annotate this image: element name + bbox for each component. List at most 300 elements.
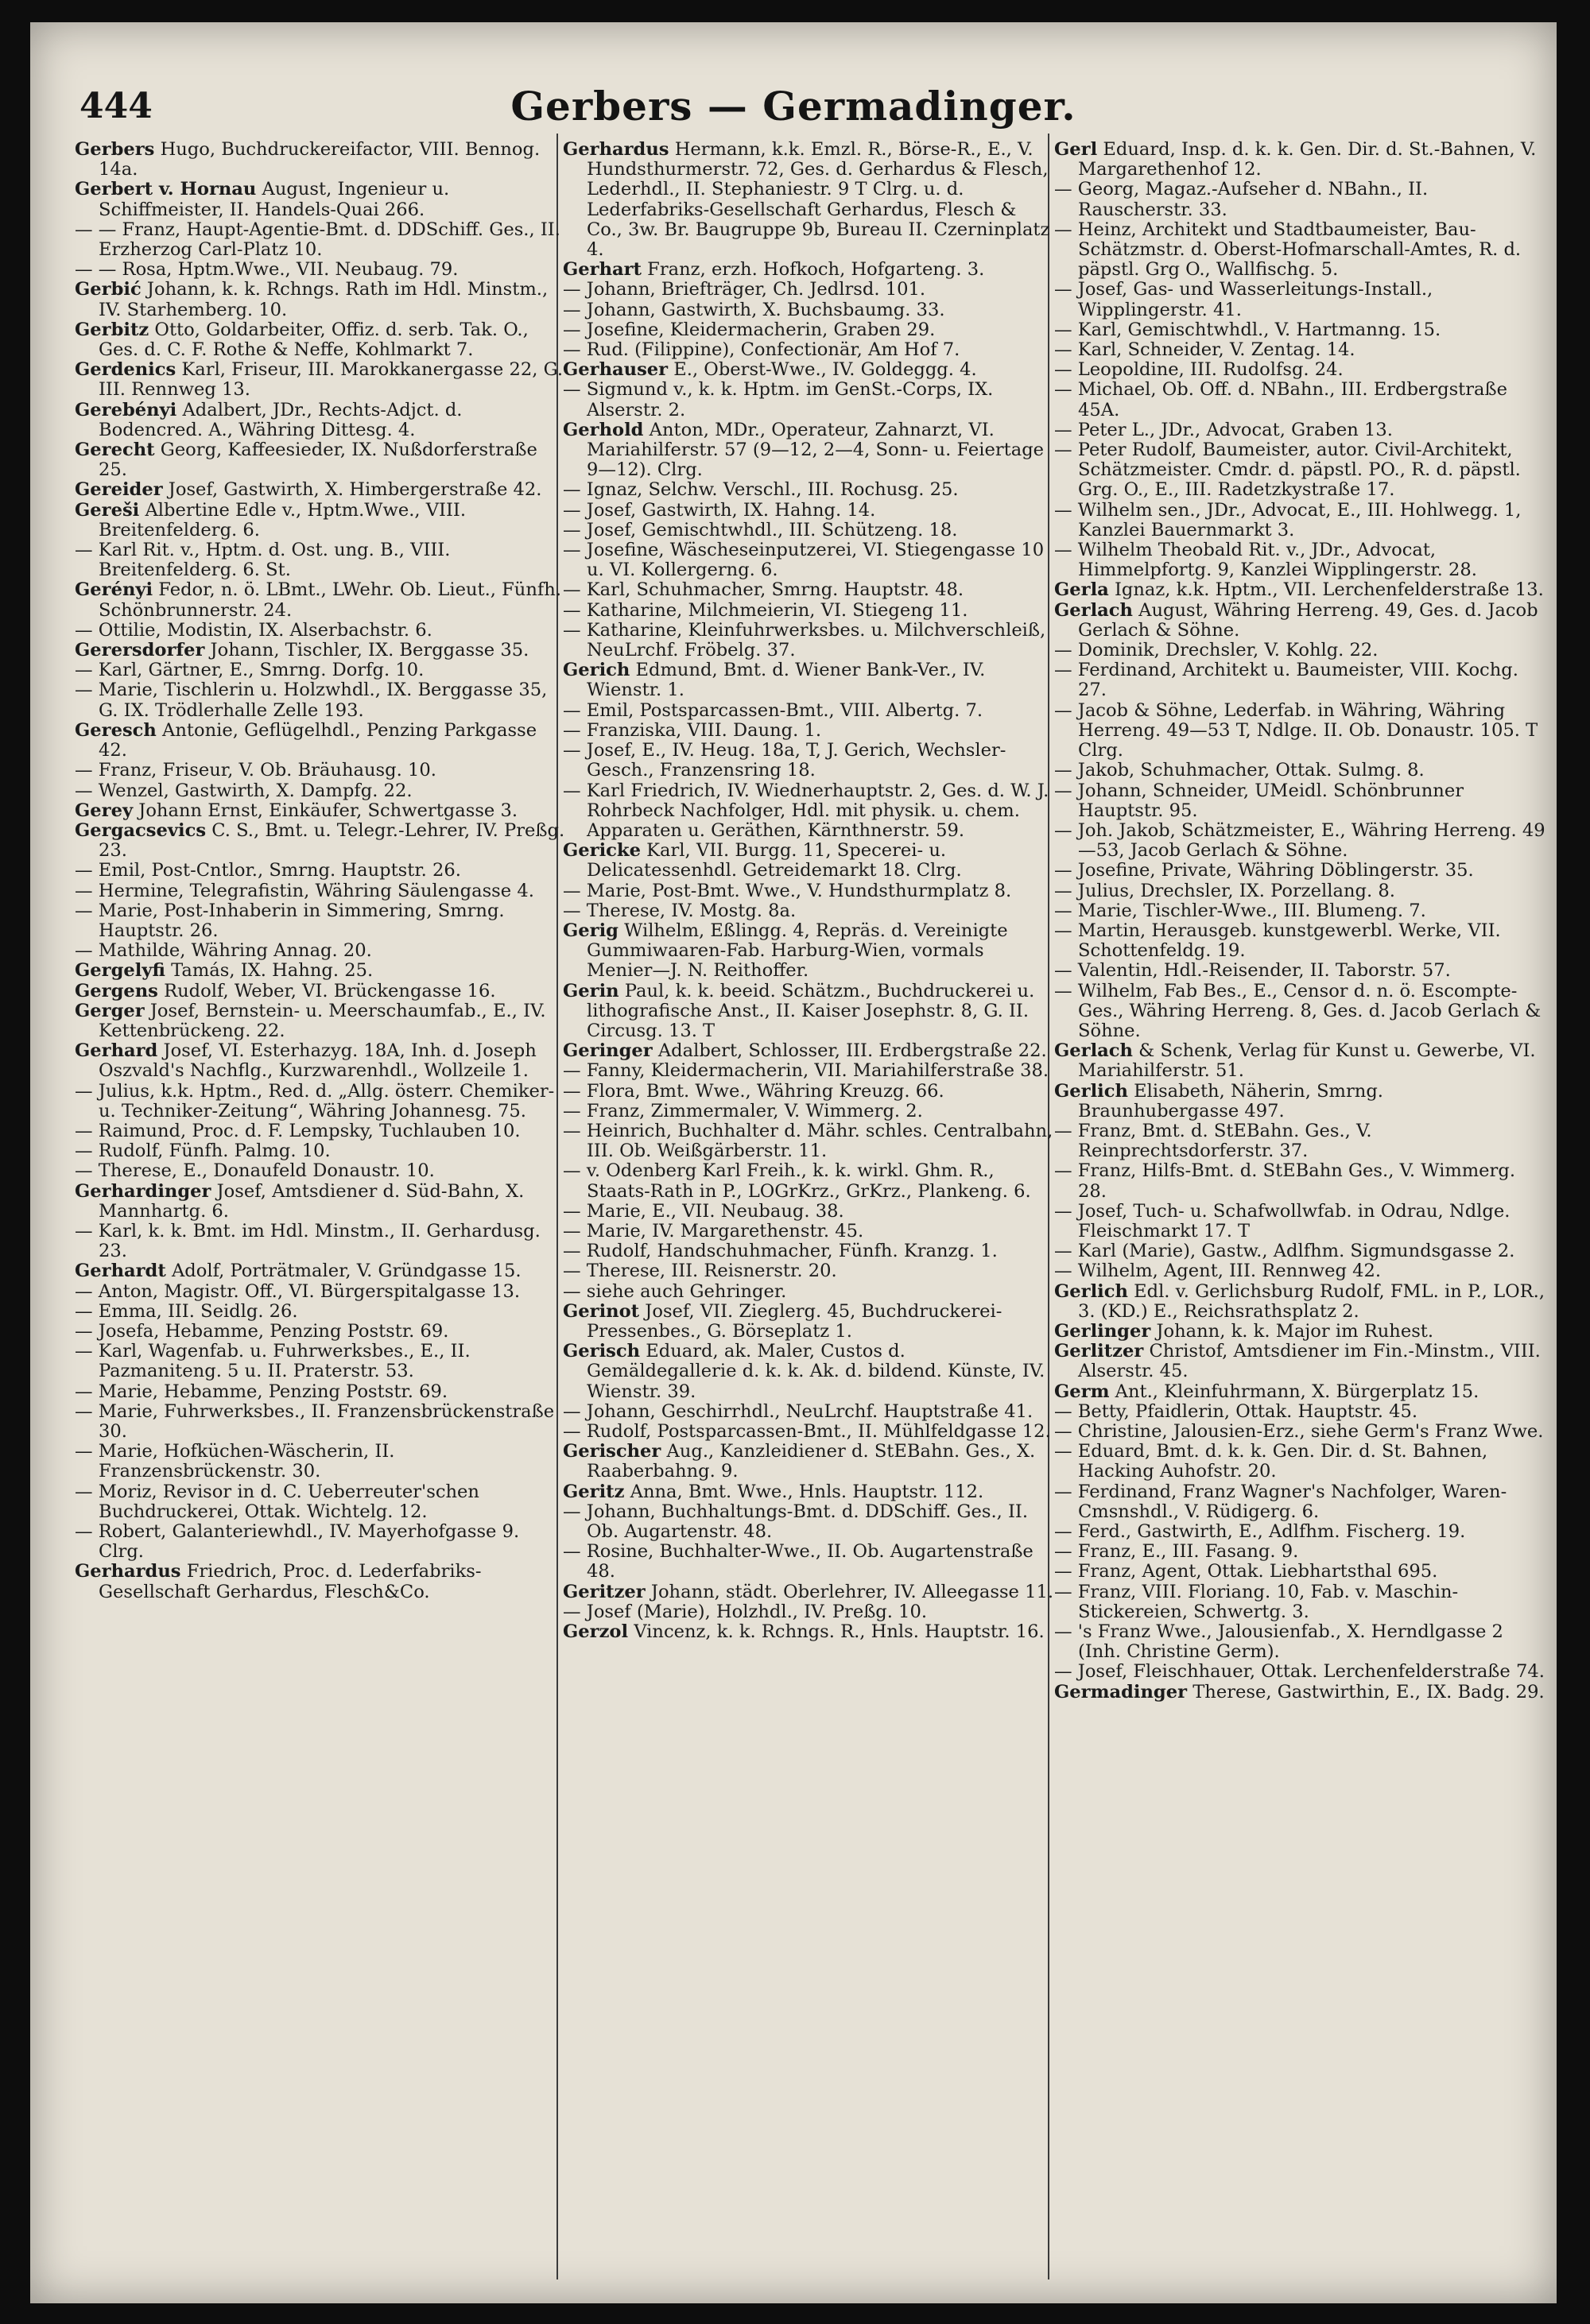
entry-details: — Sigmund v., k. k. Hptm. im GenSt.-Corps, IX. Alserstr. 2. — [563, 379, 994, 420]
entry-details: & Schenk, Verlag für Kunst u. Gewerbe, VI. Mariahilferstr. 51. — [1078, 1040, 1536, 1082]
entry-details: Albertine Edle v., Hptm.Wwe., VIII. Breitenfelderg. 6. — [99, 499, 467, 540]
entry-details: — Karl, Schuhmacher, Smrng. Hauptstr. 48. — [563, 579, 964, 601]
entry-details: Johann, städt. Oberlehrer, IV. Alleegasse 11. — [650, 1581, 1054, 1602]
entry-details: Vincenz, k. k. Rchngs. R., Hnls. Hauptstr. 16. — [634, 1621, 1045, 1643]
directory-entry — [1054, 1622, 1545, 1662]
directory-entry — [75, 1161, 566, 1181]
entry-details: — Therese, IV. Mostg. 8a. — [563, 900, 797, 921]
directory-entry — [563, 420, 1054, 481]
directory-entry — [1054, 701, 1545, 761]
directory-entry — [563, 1241, 1054, 1261]
directory-entry — [563, 1102, 1054, 1121]
entry-details: — Josef, E., IV. Heug. 18a, T, J. Gerich, Wechsler-Gesch., Franzensring 18. — [563, 740, 1006, 781]
directory-entry — [563, 1282, 1054, 1302]
directory-entry — [1054, 921, 1545, 961]
directory-entry — [1054, 580, 1545, 600]
entry-surname: Gerin — [563, 980, 619, 1001]
directory-entry — [75, 140, 566, 180]
entry-surname: Geringer — [563, 1040, 653, 1062]
entry-details: Hugo, Buchdruckereifactor, VIII. Bennog. 14a. — [99, 139, 541, 180]
entry-details: Tamás, IX. Hahng. 25. — [171, 960, 374, 982]
directory-entry — [563, 501, 1054, 521]
directory-entry — [563, 1121, 1054, 1161]
entry-details: Josef, VII. Zieglerg. 45, Buchdruckerei-Pressenbes., G. Börseplatz 1. — [587, 1300, 1002, 1342]
directory-entry — [1054, 1542, 1545, 1562]
entry-surname: Gerlach — [1054, 599, 1133, 621]
entry-details: — Therese, III. Reisnerstr. 20. — [563, 1261, 837, 1282]
entry-surname: Gereider — [75, 479, 163, 501]
entry-details: — Franz, Agent, Ottak. Liebhartsthal 695. — [1054, 1561, 1438, 1582]
entry-details: — Johann, Briefträger, Ch. Jedlrsd. 101. — [563, 279, 926, 300]
entry-surname: Gerlach — [1054, 1040, 1133, 1062]
entry-details: — Ignaz, Selchw. Verschl., III. Rochusg. 25. — [563, 479, 959, 501]
entry-details: — Eduard, Bmt. d. k. k. Gen. Dir. d. St. Bahnen, Hacking Auhofstr. 20. — [1054, 1441, 1488, 1482]
entry-surname: Gerlitzer — [1054, 1341, 1144, 1362]
directory-entry — [1054, 420, 1545, 440]
entry-surname: Gerbert v. Hornau — [75, 179, 257, 200]
directory-entry — [75, 1222, 566, 1261]
entry-details: Anton, MDr., Operateur, Zahnarzt, VI. Mariahilferstr. 57 (9—12, 2—4, Sonn- u. Feiertage 9—12). Clrg. — [587, 419, 1045, 481]
entry-details: Josef, Gastwirth, X. Himbergerstraße 42. — [168, 479, 542, 501]
directory-entry — [563, 921, 1054, 982]
entry-details: — Wenzel, Gastwirth, X. Dampfg. 22. — [75, 780, 413, 801]
directory-entry — [1054, 660, 1545, 700]
directory-entry — [563, 781, 1054, 842]
column-1 — [75, 140, 566, 1602]
directory-entry — [1054, 1522, 1545, 1542]
directory-entry — [1054, 901, 1545, 921]
entry-details: — Josefine, Private, Währing Döblingerstr. 35. — [1054, 860, 1474, 881]
directory-entry — [1054, 1683, 1545, 1702]
entry-details: — Franz, Bmt. d. StEBahn. Ges., V. Reinprechtsdorferstr. 37. — [1054, 1120, 1372, 1162]
directory-entry — [75, 761, 566, 780]
directory-entry — [563, 360, 1054, 380]
entry-details: — Julius, Drechsler, IX. Porzellang. 8. — [1054, 880, 1395, 901]
directory-entry — [75, 220, 566, 260]
directory-entry — [75, 1382, 566, 1402]
directory-entry — [563, 901, 1054, 921]
entry-details: — Wilhelm, Fab Bes., E., Censor d. n. ö. Escompte-Ges., Währing Herreng. 8, Ges. d. Jacob Gerlach & Söhne. — [1054, 980, 1542, 1041]
entry-details: — siehe auch Gehringer. — [563, 1280, 787, 1302]
entry-details: — Josef, Gas- und Wasserleitungs-Install., Wipplingerstr. 41. — [1054, 279, 1433, 320]
entry-details: — Katharine, Milchmeierin, VI. Stiegeng 11. — [563, 599, 968, 621]
entry-details: — Karl Rit. v., Hptm. d. Ost. ung. B., VIII. Breitenfelderg. 6. St. — [75, 540, 451, 581]
directory-entry — [563, 380, 1054, 420]
entry-details: Antonie, Geflügelhdl., Penzing Parkgasse 42. — [99, 719, 537, 761]
entry-details: — Karl, Gemischtwhdl., V. Hartmanng. 15. — [1054, 319, 1441, 340]
entry-details: — Rudolf, Postsparcassen-Bmt., II. Mühlfeldgasse 12. — [563, 1421, 1051, 1442]
entry-details: — Josef, Gastwirth, IX. Hahng. 14. — [563, 499, 876, 521]
directory-entry — [1054, 1202, 1545, 1241]
directory-entry — [75, 280, 566, 320]
entry-surname: Gerhart — [563, 259, 642, 281]
directory-entry — [563, 701, 1054, 721]
directory-entry — [1054, 1161, 1545, 1201]
directory-entry — [563, 521, 1054, 540]
entry-details: — Martin, Herausgeb. kunstgewerbl. Werke, VII. Schottenfeldg. 19. — [1054, 920, 1501, 962]
entry-details: — Robert, Galanteriewhdl., IV. Mayerhofgasse 9. Clrg. — [75, 1521, 520, 1563]
directory-entry — [75, 1522, 566, 1562]
directory-entry — [1054, 761, 1545, 780]
directory-entry — [75, 180, 566, 219]
entry-details: Johann, k. k. Rchngs. Rath im Hdl. Minstm., IV. Starhemberg. 10. — [99, 279, 549, 320]
directory-entry — [563, 1342, 1054, 1402]
entry-details: — Franziska, VIII. Daung. 1. — [563, 719, 822, 741]
entry-details: Eduard, Insp. d. k. k. Gen. Dir. d. St.-Bahnen, V. Margarethenhof 12. — [1078, 139, 1537, 180]
directory-entry — [563, 1261, 1054, 1281]
directory-entry — [563, 140, 1054, 260]
entry-surname: Gergelyfi — [75, 960, 165, 982]
entry-details: Josef, Amtsdiener d. Süd-Bahn, X. Mannhartg. 6. — [99, 1180, 525, 1222]
entry-details: — Marie, Post-Inhaberin in Simmering, Smrng. Hauptstr. 26. — [75, 900, 505, 941]
directory-entry — [563, 480, 1054, 500]
directory-entry — [1054, 1041, 1545, 1081]
directory-entry — [563, 982, 1054, 1042]
entry-details: — Betty, Pfaidlerin, Ottak. Hauptstr. 45. — [1054, 1400, 1418, 1422]
directory-entry — [1054, 641, 1545, 660]
entry-details: — Therese, E., Donaufeld Donaustr. 10. — [75, 1160, 435, 1182]
directory-entry — [75, 401, 566, 440]
entry-details: — Franz, Zimmermaler, V. Wimmerg. 2. — [563, 1100, 923, 1121]
directory-entry — [563, 280, 1054, 300]
entry-details: August, Ingenieur u. Schiffmeister, II. Handels-Quai 266. — [99, 179, 450, 220]
entry-surname: Gerhardus — [563, 139, 669, 160]
directory-entry — [1054, 781, 1545, 821]
entry-details: — Rudolf, Fünfh. Palmg. 10. — [75, 1141, 331, 1162]
entry-details: — Anton, Magistr. Off., VI. Bürgerspitalgasse 13. — [75, 1280, 521, 1302]
directory-entry — [563, 621, 1054, 660]
directory-entry — [1054, 961, 1545, 981]
entry-details: — Peter L., JDr., Advocat, Graben 13. — [1054, 419, 1393, 440]
entry-surname: Gerlich — [1054, 1280, 1128, 1302]
entry-details: — Valentin, Hdl.-Reisender, II. Taborstr. 57. — [1054, 960, 1451, 982]
entry-surname: Gerebényi — [75, 399, 177, 420]
entry-details: — Peter Rudolf, Baumeister, autor. Civil-Architekt, Schätzmeister. Cmdr. d. päpstl. PO., R. d. päpstl. Grg. O., E., III. Radetzkystraße 17. — [1054, 440, 1521, 501]
entry-surname: Gerecht — [75, 440, 155, 461]
entry-details: Paul, k. k. beeid. Schätzm., Buchdruckerei u. lithografische Anst., II. Kaiser Josephstr. 8, G. II. Circusg. 13. T — [587, 980, 1035, 1041]
directory-entry — [1054, 320, 1545, 340]
directory-entry — [75, 480, 566, 500]
entry-details: Eduard, ak. Maler, Custos d. Gemäldegallerie d. k. k. Ak. d. bildend. Künste, IV. Wienstr. 39. — [587, 1341, 1045, 1402]
directory-entry — [75, 1482, 566, 1522]
directory-entry — [75, 1001, 566, 1041]
directory-entry — [75, 1442, 566, 1482]
entry-details: Friedrich, Proc. d. Lederfabriks-Gesellschaft Gerhardus, Flesch&Co. — [99, 1561, 482, 1602]
entry-details: — Johann, Schneider, UMeidl. Schönbrunner Hauptstr. 95. — [1054, 780, 1464, 821]
directory-entry — [1054, 1442, 1545, 1482]
entry-surname: Gerhard — [75, 1040, 158, 1062]
entry-surname: Geritz — [563, 1481, 625, 1502]
entry-details: — Marie, Fuhrwerksbes., II. Franzensbrückenstraße 30. — [75, 1400, 555, 1442]
directory-entry — [75, 881, 566, 901]
directory-entry — [75, 1342, 566, 1381]
entry-surname: Gerlich — [1054, 1080, 1128, 1102]
entry-details: — Marie, Hofküchen-Wäscherin, II. Franzensbrückenstr. 30. — [75, 1441, 395, 1482]
directory-entry — [75, 1282, 566, 1302]
entry-surname: Gerinot — [563, 1300, 640, 1322]
column-3 — [1054, 140, 1545, 1702]
directory-entry — [563, 841, 1054, 881]
directory-entry — [75, 641, 566, 660]
entry-surname: Gerényi — [75, 579, 153, 601]
directory-entry — [75, 982, 566, 1001]
directory-entry — [563, 741, 1054, 780]
entry-details: — Josef, Fleischhauer, Ottak. Lerchenfelderstraße 74. — [1054, 1661, 1545, 1683]
entry-details: Johann, k. k. Major im Ruhest. — [1156, 1320, 1434, 1342]
directory-entry — [1054, 1422, 1545, 1442]
entry-details: Otto, Goldarbeiter, Offiz. d. serb. Tak. O., Ges. d. C. F. Rothe & Neffe, Kohlmarkt 7. — [99, 319, 529, 361]
directory-entry — [563, 540, 1054, 580]
entry-surname: Gerbers — [75, 139, 155, 160]
directory-entry — [1054, 1342, 1545, 1381]
directory-entry — [75, 941, 566, 961]
directory-entry — [563, 580, 1054, 600]
directory-entry — [563, 1442, 1054, 1482]
entry-details: — Johann, Buchhaltungs-Bmt. d. DDSchiff. Ges., II. Ob. Augartenstr. 48. — [563, 1501, 1029, 1543]
directory-entry — [75, 540, 566, 580]
directory-entry — [563, 1302, 1054, 1342]
directory-entry — [1054, 380, 1545, 420]
directory-entry — [563, 721, 1054, 741]
directory-entry — [1054, 1082, 1545, 1121]
entry-surname: Gerbitz — [75, 319, 149, 340]
entry-details: Rudolf, Weber, VI. Brückengasse 16. — [164, 980, 496, 1001]
entry-details: Edmund, Bmt. d. Wiener Bank-Ver., IV. Wienstr. 1. — [587, 660, 986, 701]
entry-surname: Gerhardus — [75, 1561, 181, 1582]
entry-surname: Gerl — [1054, 139, 1098, 160]
directory-entry — [75, 721, 566, 761]
entry-details: Therese, Gastwirthin, E., IX. Badg. 29. — [1192, 1681, 1545, 1702]
entry-surname: Geresch — [75, 719, 157, 741]
entry-details: — Leopoldine, III. Rudolfsg. 24. — [1054, 359, 1344, 381]
entry-details: Johann, Tischler, IX. Berggasse 35. — [210, 640, 529, 661]
directory-entry — [1054, 1562, 1545, 1582]
entry-details: — Wilhelm Theobald Rit. v., JDr., Advocat, Himmelpfortg. 9, Kanzlei Wipplingerstr. 28. — [1054, 540, 1477, 581]
directory-entry — [1054, 440, 1545, 501]
directory-entry — [563, 1222, 1054, 1241]
directory-entry — [563, 1422, 1054, 1442]
directory-entry — [1054, 982, 1545, 1042]
entry-details: — Ottilie, Modistin, IX. Alserbachstr. 6. — [75, 619, 432, 641]
entry-details: Karl, Friseur, III. Marokkanergasse 22, G. III. Rennweg 13. — [99, 359, 563, 401]
directory-entry — [563, 1482, 1054, 1502]
directory-entry — [75, 440, 566, 480]
entry-surname: Gerla — [1054, 579, 1109, 601]
directory-entry — [563, 1582, 1054, 1602]
directory-entry — [1054, 1121, 1545, 1161]
entry-surname: Germadinger — [1054, 1681, 1188, 1702]
directory-entry — [75, 901, 566, 941]
entry-details: Karl, VII. Burgg. 11, Specerei- u. Delicatessenhdl. Getreidemarkt 18. Clrg. — [587, 840, 962, 881]
entry-surname: Gergacsevics — [75, 819, 207, 841]
directory-entry — [75, 1182, 566, 1222]
directory-entry — [1054, 180, 1545, 219]
page-number: 444 — [80, 86, 153, 126]
entry-surname: Gerzol — [563, 1621, 629, 1643]
entry-details: Wilhelm, Eßlingg. 4, Repräs. d. Vereinigte Gummiwaaren-Fab. Harburg-Wien, vormals Menier—J. N. Reithoffer. — [587, 920, 1008, 982]
directory-entry — [1054, 861, 1545, 881]
directory-entry — [75, 821, 566, 861]
directory-entry — [75, 1302, 566, 1322]
page-header — [30, 22, 1557, 130]
entry-surname: Germ — [1054, 1381, 1110, 1402]
entry-details: — Marie, IV. Margarethenstr. 45. — [563, 1220, 864, 1241]
directory-entry — [563, 1061, 1054, 1081]
directory-entry — [1054, 140, 1545, 180]
entry-details: — Josef (Marie), Holzhdl., IV. Preßg. 10. — [563, 1601, 928, 1622]
entry-surname: Gergens — [75, 980, 158, 1001]
directory-entry — [75, 861, 566, 881]
entry-surname: Gerdenics — [75, 359, 176, 381]
directory-entry — [1054, 1322, 1545, 1342]
entry-details: Hermann, k.k. Emzl. R., Börse-R., E., V. Hundsthurmerstr. 72, Ges. d. Gerhardus & Flesch, Lederhdl., II. Stephaniestr. 9 T Clrg. u. d. Lederfabriks-Gesellschaft Gerhardus, Flesch & Co., 3w. Br. Baugruppe 9b, Bureau II. Czerninplatz 4. — [587, 139, 1050, 261]
entry-details: Adolf, Porträtmaler, V. Gründgasse 15. — [171, 1261, 522, 1282]
entry-details: — Marie, Post-Bmt. Wwe., V. Hundsthurmplatz 8. — [563, 880, 1012, 901]
entry-details: — Mathilde, Währing Annag. 20. — [75, 940, 372, 962]
entry-details: Franz, erzh. Hofkoch, Hofgarteng. 3. — [647, 259, 985, 281]
entry-surname: Geritzer — [563, 1581, 646, 1602]
directory-entry — [1054, 1402, 1545, 1422]
entry-details: Johann Ernst, Einkäufer, Schwertgasse 3. — [138, 800, 518, 821]
entry-details: Josef, Bernstein- u. Meerschaumfab., E., IV. Kettenbrückeng. 22. — [99, 1000, 546, 1041]
entry-details: Ant., Kleinfuhrmann, X. Bürgerplatz 15. — [1115, 1381, 1479, 1402]
entry-details: — Ferdinand, Franz Wagner's Nachfolger, Waren-Cmsnshdl., V. Rüdigerg. 6. — [1054, 1481, 1507, 1522]
entry-surname: Gerhold — [563, 419, 644, 440]
entry-surname: Gerig — [563, 920, 619, 941]
directory-entry — [75, 580, 566, 620]
directory-entry — [75, 1562, 566, 1602]
entry-details: — Emil, Post-Cntlor., Smrng. Hauptstr. 26. — [75, 860, 461, 881]
entry-details: August, Währing Herreng. 49, Ges. d. Jacob Gerlach & Söhne. — [1078, 599, 1538, 641]
directory-entry — [563, 601, 1054, 621]
entry-surname: Gereši — [75, 499, 140, 521]
directory-entry — [75, 360, 566, 400]
entry-details: — v. Odenberg Karl Freih., k. k. wirkl. Ghm. R., Staats-Rath in P., LOGrKrz., GrKrz., Plankeng. 6. — [563, 1160, 1031, 1202]
entry-details: — Flora, Bmt. Wwe., Währing Kreuzg. 66. — [563, 1080, 944, 1102]
directory-entry — [75, 1041, 566, 1081]
entry-details: Christof, Amtsdiener im Fin.-Minstm., VIII. Alserstr. 45. — [1078, 1341, 1541, 1382]
directory-entry — [75, 621, 566, 641]
directory-entry — [75, 660, 566, 680]
entry-details: — Heinz, Architekt und Stadtbaumeister, Bau-Schätzmstr. d. Oberst-Hofmarschall-Amtes, R. d. päpstl. Grg O., Wallfischg. 5. — [1054, 219, 1522, 281]
directory-entry — [1054, 821, 1545, 861]
directory-entry — [75, 260, 566, 280]
directory-entry — [563, 1502, 1054, 1542]
entry-details: C. S., Bmt. u. Telegr.-Lehrer, IV. Preßg. 23. — [99, 819, 565, 862]
entry-details: — Hermine, Telegrafistin, Währing Säulengasse 4. — [75, 880, 534, 901]
entry-details: — Rosine, Buchhalter-Wwe., II. Ob. Augartenstraße 48. — [563, 1541, 1034, 1582]
entry-surname: Gerhauser — [563, 359, 669, 381]
directory-entry — [563, 1622, 1054, 1642]
entry-details: — Franz, Hilfs-Bmt. d. StEBahn Ges., V. Wimmerg. 28. — [1054, 1160, 1516, 1202]
entry-details: — Karl Friedrich, IV. Wiednerhauptstr. 2, Ges. d. W. J. Rohrbeck Nachfolger, Hdl. mit physik. u. chem. Apparaten u. Geräthen, Kärnthnerstr. 59. — [563, 780, 1049, 841]
directory-entry — [563, 1082, 1054, 1102]
entry-surname: Gerisch — [563, 1341, 641, 1362]
entry-details: — Karl, Gärtner, E., Smrng. Dorfg. 10. — [75, 660, 425, 681]
directory-entry — [75, 1261, 566, 1281]
directory-entry — [1054, 1382, 1545, 1402]
directory-entry — [75, 680, 566, 720]
entry-details: Fedor, n. ö. LBmt., LWehr. Ob. Lieut., Fünfh. Schönbrunnerstr. 24. — [99, 579, 562, 621]
entry-details: — Ferdinand, Architekt u. Baumeister, VIII. Kochg. 27. — [1054, 660, 1518, 701]
entry-details: — Emil, Postsparcassen-Bmt., VIII. Albertg. 7. — [563, 699, 983, 721]
directory-entry — [563, 1542, 1054, 1582]
entry-details: — Heinrich, Buchhalter d. Mähr. schles. Centralbahn, III. Ob. Weißgärberstr. 11. — [563, 1120, 1053, 1162]
entry-details: — Rud. (Filippine), Confectionär, Am Hof 7. — [563, 339, 960, 361]
entry-details: — Emma, III. Seidlg. 26. — [75, 1300, 298, 1322]
directory-entry — [563, 260, 1054, 280]
directory-entry — [1054, 1261, 1545, 1281]
entry-surname: Gerger — [75, 1000, 145, 1021]
entry-details: — Josefine, Wäscheseinputzerei, VI. Stiegengasse 10 u. VI. Kollergerng. 6. — [563, 540, 1045, 581]
directory-entry — [1054, 501, 1545, 540]
entry-details: — Joh. Jakob, Schätzmeister, E., Währing Herreng. 49—53, Jacob Gerlach & Söhne. — [1054, 819, 1545, 862]
entry-details: Georg, Kaffeesieder, IX. Nußdorferstraße 25. — [99, 440, 537, 481]
directory-entry — [563, 340, 1054, 360]
entry-details: — Marie, Hebamme, Penzing Poststr. 69. — [75, 1381, 448, 1402]
entry-details: — — Rosa, Hptm.Wwe., VII. Neubaug. 79. — [75, 259, 459, 281]
directory-entry — [75, 1402, 566, 1442]
entry-details: — Franz, Friseur, V. Ob. Bräuhausg. 10. — [75, 760, 436, 781]
entry-details: Aug., Kanzleidiener d. StEBahn. Ges., X. Raaberbahng. 9. — [587, 1441, 1036, 1482]
entry-details: Adalbert, JDr., Rechts-Adjct. d. Bodencred. A., Währing Dittesg. 4. — [99, 399, 463, 440]
directory-entry — [1054, 1241, 1545, 1261]
entry-details: — Ferd., Gastwirth, E., Adlfhm. Fischerg. 19. — [1054, 1521, 1466, 1543]
directory-entry — [75, 320, 566, 360]
entry-details: — Fanny, Kleidermacherin, VII. Mariahilferstraße 38. — [563, 1060, 1049, 1082]
entry-details: — Moriz, Revisor in d. C. Ueberreuter'schen Buchdruckerei, Ottak. Wichtelg. 12. — [75, 1481, 479, 1522]
directory-entry — [75, 781, 566, 801]
entry-details: — Karl (Marie), Gastw., Adlfhm. Sigmundsgasse 2. — [1054, 1241, 1515, 1262]
directory-entry — [1054, 1662, 1545, 1682]
entry-surname: Gericke — [563, 840, 641, 862]
entry-details: — Josef, Gemischtwhdl., III. Schützeng. 18. — [563, 519, 958, 540]
entry-details: E., Oberst-Wwe., IV. Goldeggg. 4. — [673, 359, 977, 381]
entry-details: — Franz, VIII. Floriang. 10, Fab. v. Maschin-Stickereien, Schwertg. 3. — [1054, 1581, 1459, 1622]
entry-details: — Jacob & Söhne, Lederfab. in Währing, Währing Herreng. 49—53 T, Ndlge. II. Ob. Donaustr. 105. T Clrg. — [1054, 699, 1538, 761]
entry-details: — Josefine, Kleidermacherin, Graben 29. — [563, 319, 936, 340]
directory-page — [30, 22, 1557, 2303]
entry-surname: Gerbić — [75, 279, 142, 300]
directory-entry — [75, 801, 566, 821]
directory-entry — [1054, 220, 1545, 281]
directory-entry — [75, 961, 566, 981]
entry-surname: Gerlinger — [1054, 1320, 1151, 1342]
entry-details: — Christine, Jalousien-Erz., siehe Germ's Franz Wwe. — [1054, 1421, 1544, 1442]
directory-entry — [75, 1141, 566, 1161]
directory-entry — [1054, 340, 1545, 360]
directory-entry — [563, 1041, 1054, 1061]
running-head: Gerbers — Germadinger. — [510, 83, 1076, 130]
entry-details: — Julius, k.k. Hptm., Red. d. „Allg. österr. Chemiker- u. Techniker-Zeitung“, Währing Johannesg. 75. — [75, 1080, 555, 1121]
directory-entry — [75, 1121, 566, 1141]
directory-entry — [1054, 1582, 1545, 1622]
entry-surname: Gerich — [563, 660, 630, 681]
entry-details: Ignaz, k.k. Hptm., VII. Lerchenfelderstraße 13. — [1114, 579, 1544, 601]
entry-details: Adalbert, Schlosser, III. Erdbergstraße 22. — [657, 1040, 1047, 1062]
directory-entry — [75, 1322, 566, 1342]
entry-details: — — Franz, Haupt-Agentie-Bmt. d. DDSchiff. Ges., II. Erzherzog Carl-Platz 10. — [75, 219, 560, 261]
directory-entry — [563, 300, 1054, 320]
entry-details: — Georg, Magaz.-Aufseher d. NBahn., II. Rauscherstr. 33. — [1054, 179, 1429, 220]
directory-entry — [1054, 881, 1545, 901]
entry-details: — Dominik, Drechsler, V. Kohlg. 22. — [1054, 640, 1379, 661]
entry-details: — Jakob, Schuhmacher, Ottak. Sulmg. 8. — [1054, 760, 1425, 781]
directory-entry — [1054, 601, 1545, 641]
directory-entry — [563, 881, 1054, 901]
entry-surname: Gerischer — [563, 1441, 661, 1462]
entry-details: — Karl, Wagenfab. u. Fuhrwerksbes., E., II. Pazmaniteng. 5 u. II. Praterstr. 53. — [75, 1341, 471, 1382]
